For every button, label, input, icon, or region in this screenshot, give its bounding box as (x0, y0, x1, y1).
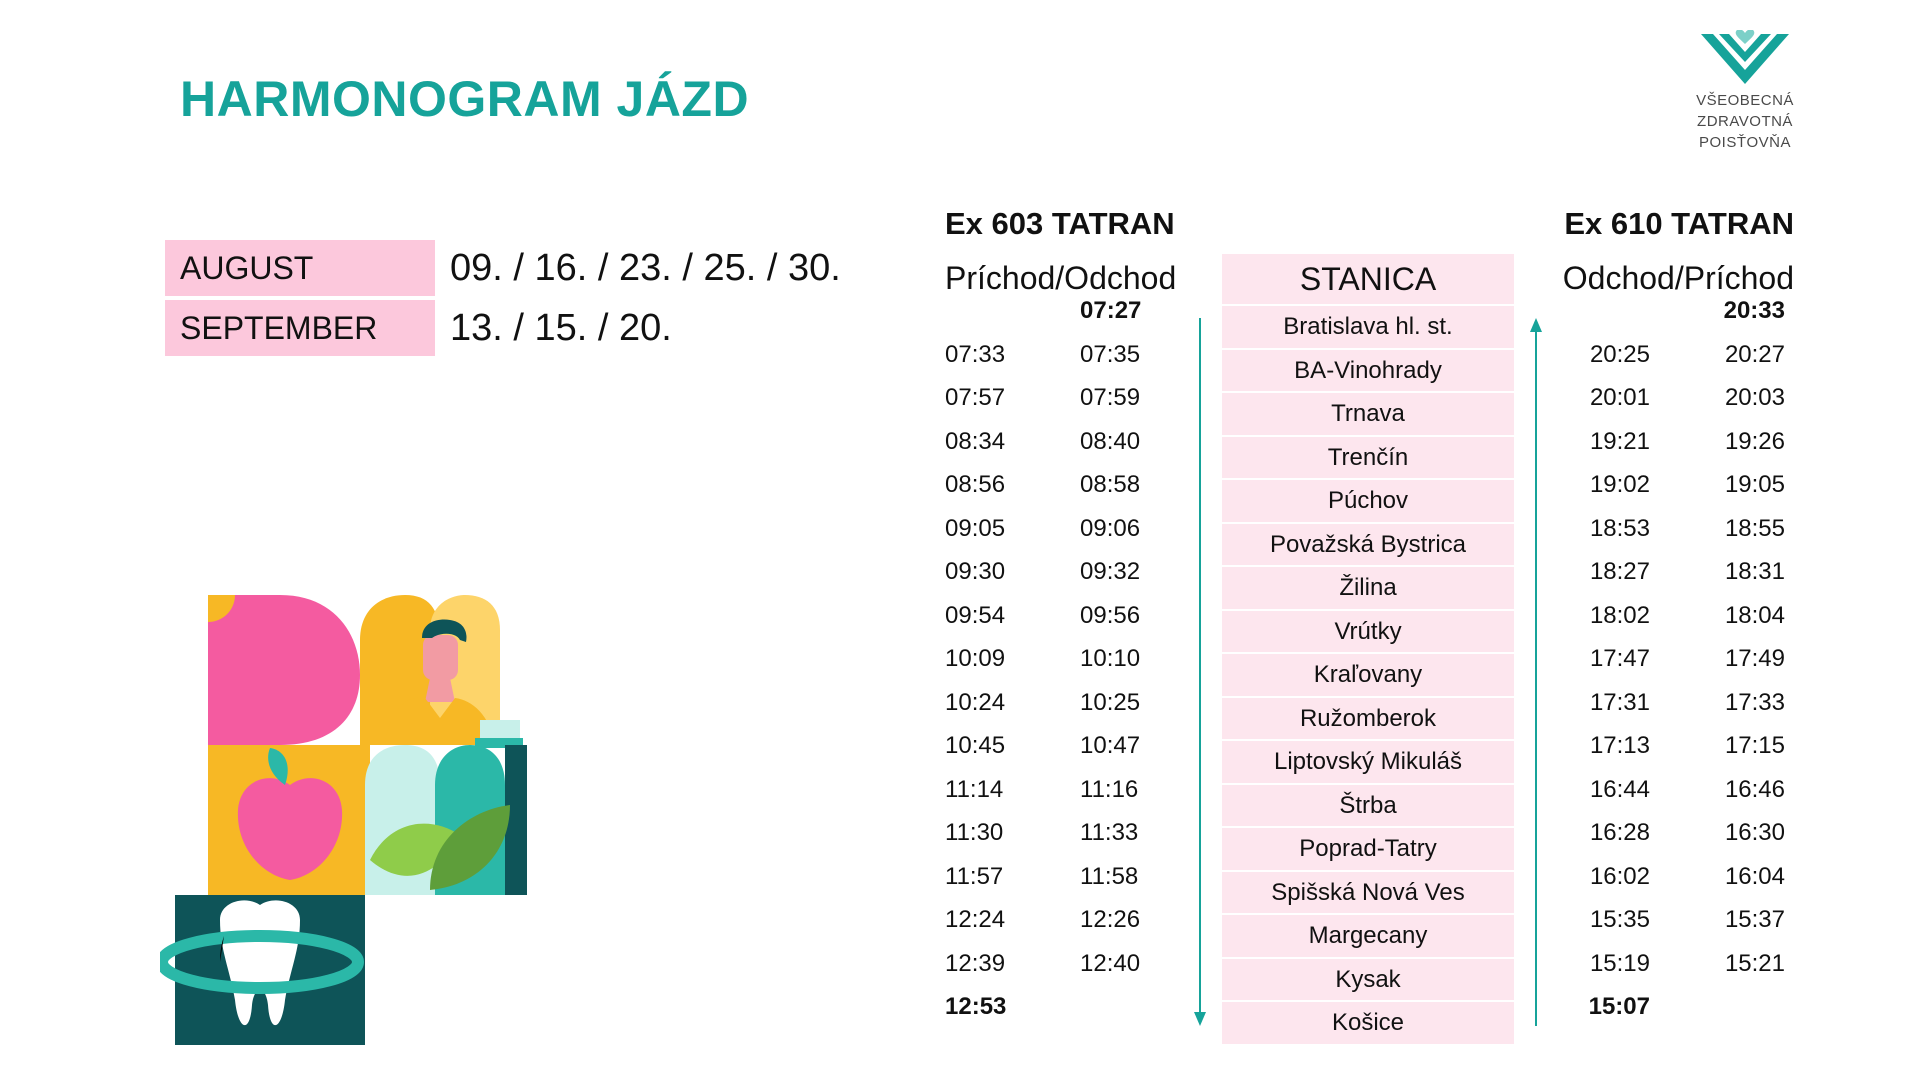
left-departure-time: 09:56 (1080, 601, 1141, 629)
month-label-august: AUGUST (165, 240, 435, 296)
left-departure-time: 09:06 (1080, 514, 1141, 542)
right-departure-time: 17:31 (1589, 688, 1650, 716)
right-departure-time: 19:02 (1589, 471, 1650, 498)
left-arrival-time: 08:34 (945, 427, 1006, 455)
right-arrival-time: 16:46 (1724, 775, 1785, 803)
left-arrival-time: 09:54 (945, 601, 1006, 629)
right-arrival-time: 19:05 (1724, 471, 1785, 498)
right-arrival-time: 18:04 (1724, 601, 1785, 629)
right-arrival-time: 16:04 (1724, 862, 1785, 890)
right-train-subheader: Odchod/Príchod (1562, 260, 1794, 296)
logo-text-line-1: VŠEOBECNÁ (1696, 92, 1794, 109)
station-cell: Bratislava hl. st. (1222, 306, 1514, 348)
logo-mark-icon (1695, 30, 1795, 90)
right-departure-time: 16:44 (1589, 775, 1650, 803)
station-cell: Vrútky (1222, 611, 1514, 653)
right-arrival-time: 19:26 (1724, 427, 1785, 455)
left-departure-time: 12:40 (1080, 949, 1141, 977)
right-train-name: Ex 610 TATRAN (1564, 206, 1794, 241)
left-arrival-time: 12:24 (945, 906, 1006, 933)
down-arrow-icon (1192, 318, 1208, 1028)
logo-text-line-2: ZDRAVOTNÁ (1697, 113, 1793, 130)
left-arrival-time: 11:57 (945, 862, 1004, 890)
right-departure-time: 20:25 (1589, 340, 1650, 368)
left-departure-time: 07:27 (1080, 297, 1142, 324)
station-cell: Žilina (1222, 567, 1514, 609)
left-departure-time: 07:59 (1080, 384, 1141, 411)
left-departure-time: 10:10 (1080, 645, 1141, 672)
right-arrival-time: 18:55 (1724, 514, 1785, 542)
left-departure-time: 07:35 (1080, 340, 1141, 368)
left-arrival-time: 12:39 (945, 949, 1006, 977)
month-dates-september: 13. / 15. / 20. (450, 307, 672, 349)
station-column (1222, 254, 1514, 1044)
station-cell: Kraľovany (1222, 654, 1514, 696)
left-departure-time: 12:26 (1080, 906, 1141, 933)
station-cell: Spišská Nová Ves (1222, 872, 1514, 914)
station-cell: Trnava (1222, 393, 1514, 435)
left-arrival-time: 10:24 (945, 688, 1006, 716)
right-arrival-time: 16:30 (1724, 819, 1785, 846)
left-arrival-time: 07:57 (945, 384, 1006, 411)
month-label-september: SEPTEMBER (165, 300, 435, 356)
vszp-logo (1680, 30, 1810, 153)
right-arrival-time: 17:33 (1724, 688, 1785, 716)
left-arrival-time: 09:05 (945, 514, 1006, 542)
station-cell: Púchov (1222, 480, 1514, 522)
left-arrival-time: 12:53 (945, 993, 1007, 1020)
left-departure-time: 11:16 (1080, 775, 1139, 803)
left-arrival-time: 08:56 (945, 471, 1006, 498)
right-departure-time: 20:01 (1589, 384, 1650, 411)
left-departure-time: 09:32 (1080, 558, 1141, 585)
left-departure-time: 10:25 (1080, 688, 1141, 716)
station-cell: Margecany (1222, 915, 1514, 957)
right-departure-time: 16:02 (1589, 862, 1650, 890)
right-arrival-time: 20:33 (1723, 297, 1785, 324)
logo-text-line-3: POISŤOVŇA (1698, 134, 1792, 151)
station-cell: Trenčín (1222, 437, 1514, 479)
left-departure-time: 11:33 (1080, 819, 1139, 846)
station-cell: Poprad-Tatry (1222, 828, 1514, 870)
left-arrival-time: 09:30 (945, 558, 1006, 585)
right-departure-time: 17:47 (1589, 645, 1650, 672)
left-departure-time: 10:47 (1080, 732, 1141, 759)
left-train-subheader: Príchod/Odchod (945, 260, 1177, 296)
left-arrival-time: 07:33 (945, 340, 1006, 368)
station-cell: Ružomberok (1222, 698, 1514, 740)
left-departure-time: 08:40 (1080, 427, 1141, 455)
right-arrival-time: 17:15 (1724, 732, 1785, 759)
station-cell: BA-Vinohrady (1222, 350, 1514, 392)
station-cell: Liptovský Mikuláš (1222, 741, 1514, 783)
right-departure-time: 18:53 (1589, 514, 1650, 542)
left-arrival-time: 11:30 (945, 819, 1004, 846)
right-arrival-time: 15:21 (1724, 949, 1785, 977)
right-departure-time: 19:21 (1589, 427, 1650, 455)
right-departure-time: 17:13 (1589, 732, 1650, 759)
up-arrow-icon (1528, 318, 1544, 1028)
left-departure-time: 08:58 (1080, 471, 1141, 498)
right-departure-time: 15:07 (1588, 993, 1650, 1020)
station-cell: Považská Bystrica (1222, 524, 1514, 566)
right-departure-time: 18:27 (1589, 558, 1650, 585)
right-departure-time: 15:19 (1589, 949, 1650, 977)
right-departure-time: 15:35 (1589, 906, 1650, 933)
right-arrival-time: 20:27 (1724, 340, 1785, 368)
page-title: HARMONOGRAM JÁZD (180, 71, 750, 127)
month-dates-august: 09. / 16. / 23. / 25. / 30. (450, 247, 841, 289)
station-header: STANICA (1222, 254, 1514, 304)
right-arrival-time: 20:03 (1724, 384, 1785, 411)
station-cell: Kysak (1222, 959, 1514, 1001)
health-illustration (160, 590, 540, 1050)
left-arrival-time: 10:09 (945, 645, 1006, 672)
right-arrival-time: 18:31 (1724, 558, 1785, 585)
right-departure-time: 16:28 (1589, 819, 1650, 846)
left-departure-time: 11:58 (1080, 862, 1139, 890)
station-cell: Košice (1222, 1002, 1514, 1044)
right-arrival-time: 15:37 (1724, 906, 1785, 933)
left-arrival-time: 10:45 (945, 732, 1006, 759)
right-departure-time: 18:02 (1589, 601, 1650, 629)
right-arrival-time: 17:49 (1724, 645, 1785, 672)
station-cell: Štrba (1222, 785, 1514, 827)
left-train-name: Ex 603 TATRAN (945, 206, 1175, 241)
left-arrival-time: 11:14 (945, 775, 1004, 803)
